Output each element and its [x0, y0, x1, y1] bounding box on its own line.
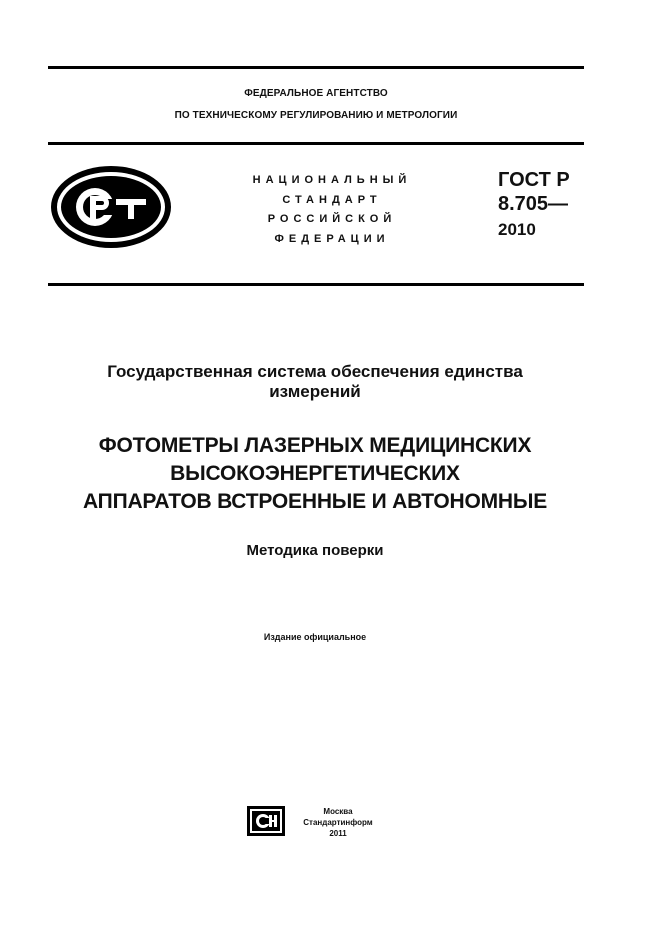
system-title — [30, 362, 600, 402]
standartinform-logo-icon — [247, 806, 285, 836]
document-title-line-1: ФОТОМЕТРЫ ЛАЗЕРНЫХ МЕДИЦИНСКИХ — [98, 434, 532, 457]
document-title-line-3: АППАРАТОВ ВСТРОЕННЫЕ И АВТОНОМНЫЕ — [82, 490, 548, 513]
publisher-info — [292, 806, 384, 839]
document-subtitle: Методика поверки — [246, 542, 384, 559]
gost-year: 2010 — [498, 220, 536, 239]
national-line-1: НАЦИОНАЛЬНЫЙ — [252, 174, 412, 186]
publisher-year: 2011 — [329, 829, 347, 838]
standard-rule — [48, 283, 584, 286]
top-rule — [48, 66, 584, 69]
document-title — [30, 432, 600, 516]
publisher-name: Стандартинформ — [303, 818, 373, 827]
publisher-city: Москва — [323, 807, 353, 816]
document-title-line-2: ВЫСОКОЭНЕРГЕТИЧЕСКИХ — [170, 462, 460, 485]
header-rule — [48, 142, 584, 145]
system-title-line-2: измерений — [269, 382, 361, 401]
gost-number: 8.705— — [498, 193, 569, 215]
agency-line-2: ПО ТЕХНИЧЕСКОМУ РЕГУЛИРОВАНИЮ И МЕТРОЛОГИИ — [174, 110, 458, 121]
national-line-4: ФЕДЕРАЦИИ — [274, 233, 390, 245]
system-title-line-1: Государственная система обеспечения единства — [107, 362, 523, 381]
national-line-2: СТАНДАРТ — [282, 194, 382, 206]
rst-certification-mark-icon — [48, 163, 174, 251]
edition-note: Издание официальное — [263, 632, 367, 642]
national-line-3: РОССИЙСКОЙ — [267, 213, 397, 225]
gost-prefix: ГОСТ Р — [498, 169, 570, 191]
agency-line-1: ФЕДЕРАЛЬНОЕ АГЕНТСТВО — [244, 88, 388, 99]
